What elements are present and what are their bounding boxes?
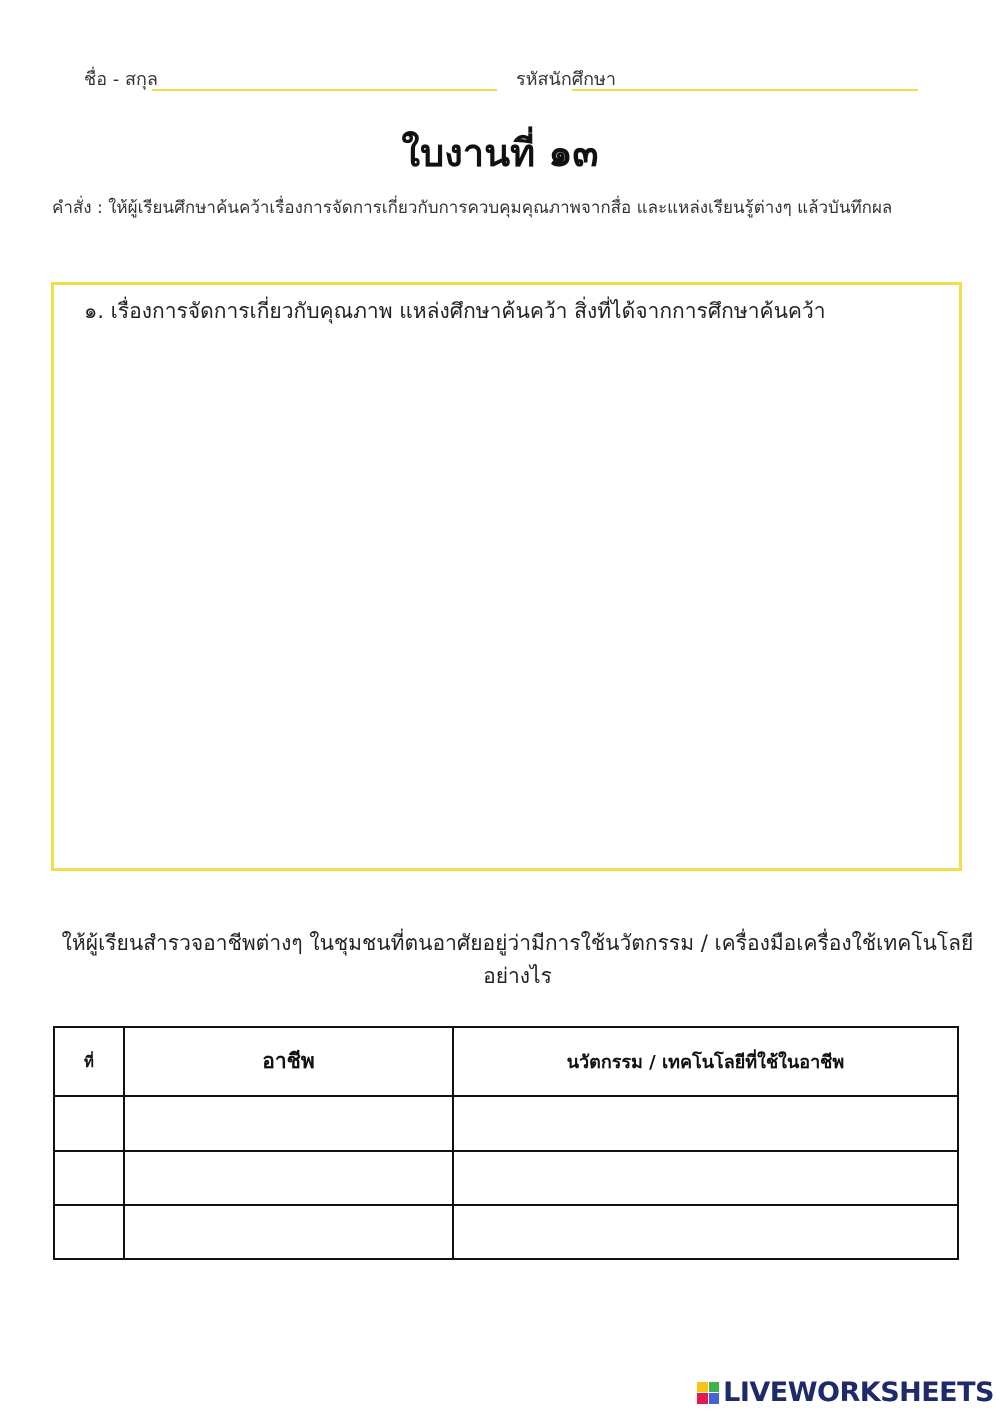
table-cell-number[interactable] [54,1205,124,1259]
survey-instruction: ให้ผู้เรียนสำรวจอาชีพต่างๆ ในชุมชนที่ตนอาศัยอยู่ว่ามีการใช้นวัตกรรม / เครื่องมือเครื่องใช้เทคโนโลยีอย่างไร [61,931,974,988]
table-header-row [54,1027,958,1096]
header-technology: นวัตกรรม / เทคโนโลยีที่ใช้ในอาชีพ [453,1027,958,1096]
logo-mark-icon [697,1382,719,1404]
table-cell-technology[interactable] [453,1096,958,1150]
answer-box[interactable] [51,282,962,871]
page-title: ใบงานที่ ๑๓ [401,130,599,175]
table-cell-occupation[interactable] [124,1096,453,1150]
table-row [54,1205,958,1259]
instruction-text: คำสั่ง : ให้ผู้เรียนศึกษาค้นคว้าเรื่องการจัดการเกี่ยวกับการควบคุมคุณภาพจากสื่อ และแหล่งเรียนรู้ต่างๆ แล้วบันทึกผล [52,198,893,218]
logo-square-i [709,1382,720,1393]
table-cell-occupation[interactable] [124,1151,453,1205]
table-row [54,1151,958,1205]
logo-text: LIVEWORKSHEETS [723,1377,994,1408]
logo-square-v [697,1393,708,1404]
logo-square-l [697,1382,708,1393]
header-occupation: อาชีพ [124,1027,453,1096]
liveworksheets-logo [697,1377,994,1408]
logo-square-e [709,1393,720,1404]
table-cell-number[interactable] [54,1096,124,1150]
name-input-line[interactable] [152,89,497,91]
student-id-input-line[interactable] [572,89,918,91]
table-cell-occupation[interactable] [124,1205,453,1259]
table-row [54,1096,958,1150]
table-cell-technology[interactable] [453,1205,958,1259]
student-id-label: รหัสนักศึกษา [516,69,617,90]
table-cell-technology[interactable] [453,1151,958,1205]
name-label: ชื่อ - สกุล [84,69,158,90]
table-cell-number[interactable] [54,1151,124,1205]
header-number: ที่ [54,1027,124,1096]
occupation-table [53,1026,959,1260]
box-heading: ๑. เรื่องการจัดการเกี่ยวกับคุณภาพ แหล่งศึกษาค้นคว้า สิ่งที่ได้จากการศึกษาค้นคว้า [84,299,826,323]
